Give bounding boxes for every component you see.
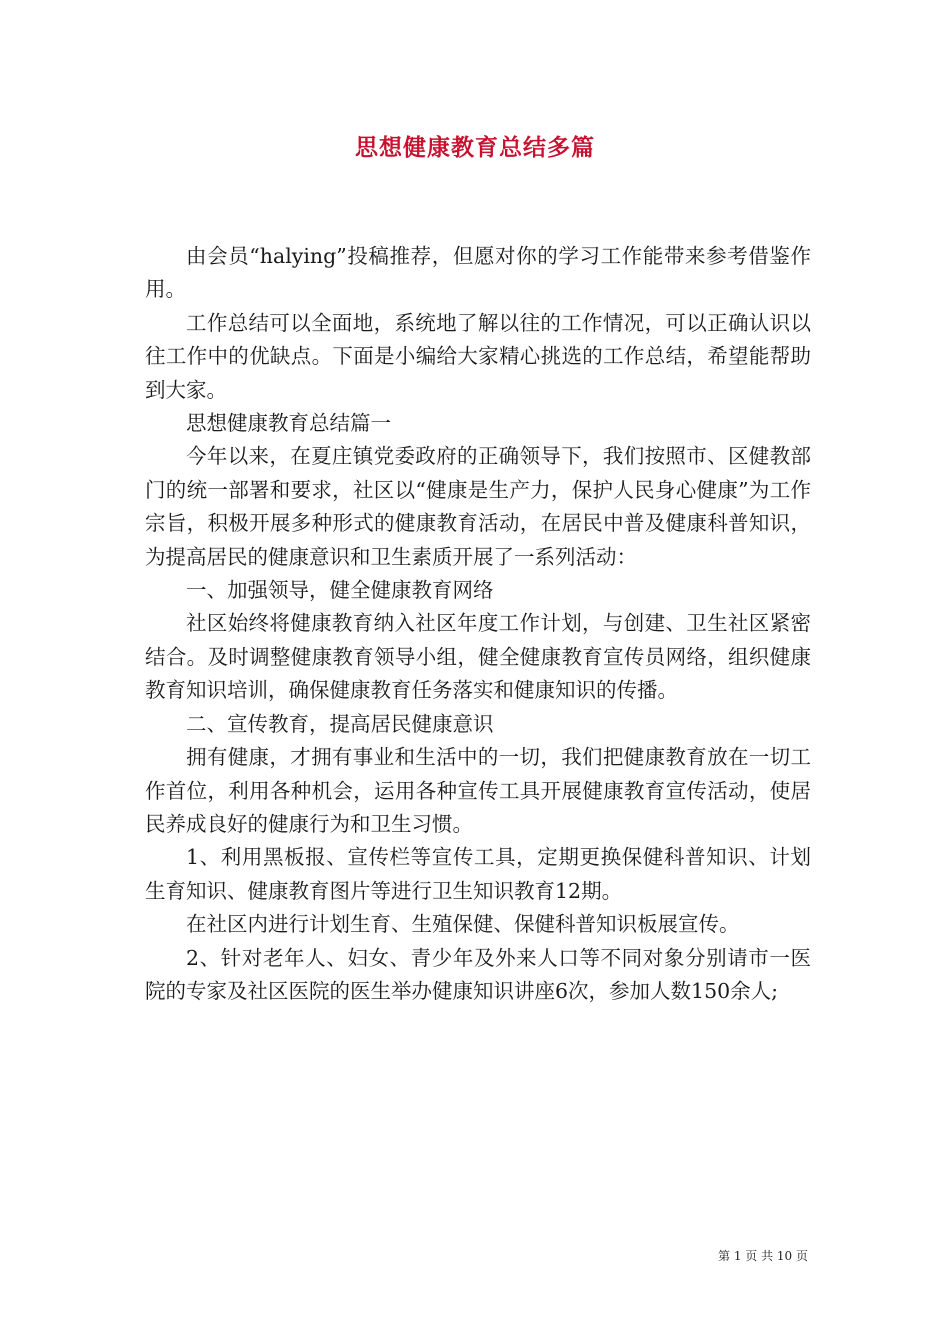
paragraph-summary-purpose: 工作总结可以全面地，系统地了解以往的工作情况，可以正确认识以往工作中的优缺点。下面是小编给大家精心挑选的工作总结，希望能帮助到大家。 [145, 310, 811, 402]
paragraph: 社区始终将健康教育纳入社区年度工作计划，与创建、卫生社区紧密结合。及时调整健康教育领导小组，健全健康教育宣传员网络，组织健康教育知识培训，确保健康教育任务落实和健康知识的传播。 [145, 611, 811, 703]
paragraph: 拥有健康，才拥有事业和生活中的一切，我们把健康教育放在一切工作首位，利用各种机会，运用各种宣传工具开展健康教育宣传活动，使居民养成良好的健康行为和卫生习惯。 [145, 745, 811, 836]
paragraph: 今年以来，在夏庄镇党委政府的正确领导下，我们按照市、区健教部门的统一部署和要求，社区以“健康是生产力，保护人民身心健康”为工作宗旨，积极开展多种形式的健康教育活动，在居民中普及健康科普知识，为提高居民的健康意识和卫生素质开展了一系列活动： [145, 444, 811, 569]
subsection-heading: 二、宣传教育，提高居民健康意识 [186, 711, 494, 736]
document-title: 思想健康教育总结多篇 [355, 134, 595, 161]
document-body [145, 240, 811, 1008]
section-heading: 思想健康教育总结篇一 [186, 411, 391, 436]
page-number-footer: 第 1 页 共 10 页 [718, 1249, 808, 1263]
paragraph: 在社区内进行计划生育、生殖保健、保健科普知识板展宣传。 [186, 912, 740, 937]
subsection-heading: 一、加强领导，健全健康教育网络 [186, 578, 494, 603]
paragraph: 2、针对老年人、妇女、青少年及外来人口等不同对象分别请市一医院的专家及社区医院的医生举办健康知识讲座6次，参加人数150余人; [145, 945, 811, 1003]
paragraph-intro: 由会员“halying”投稿推荐，但愿对你的学习工作能带来参考借鉴作用。 [145, 244, 811, 302]
paragraph: 1、利用黑板报、宣传栏等宣传工具，定期更换保健科普知识、计划生育知识、健康教育图片等进行卫生知识教育12期。 [145, 845, 811, 903]
